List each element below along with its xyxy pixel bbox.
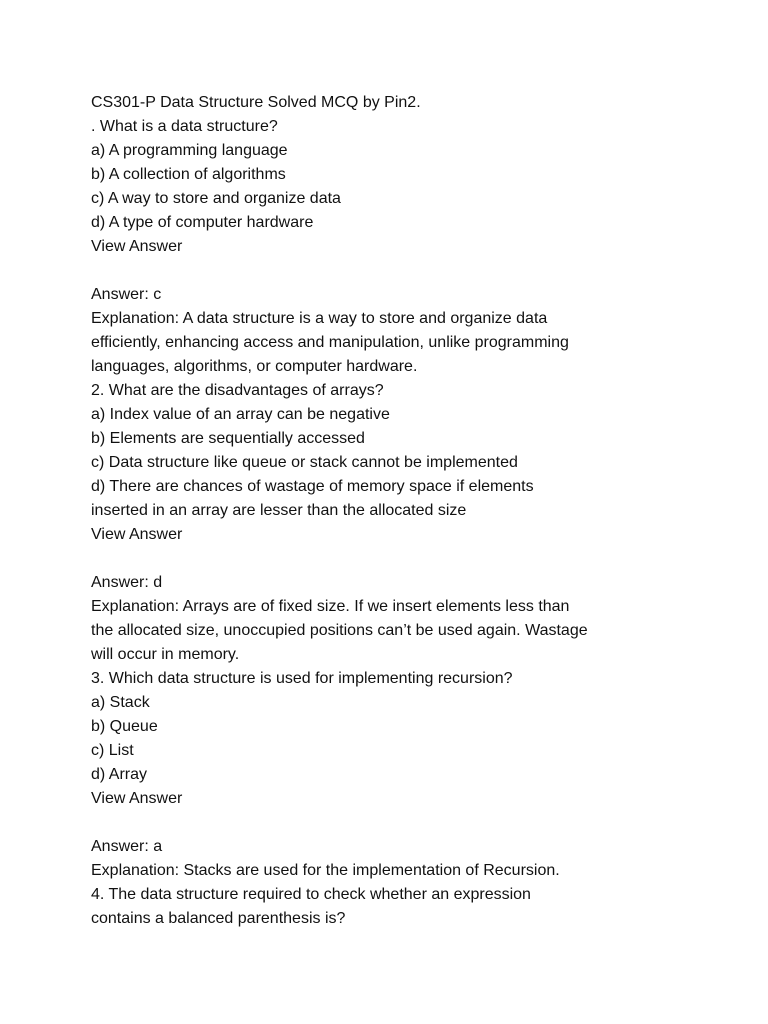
option-a: a) Index value of an array can be negative <box>91 406 390 423</box>
question-block <box>91 115 691 379</box>
spacer <box>91 547 691 571</box>
question-block <box>91 667 691 883</box>
question-text: 2. What are the disadvantages of arrays? <box>91 382 384 399</box>
option-d: d) A type of computer hardware <box>91 214 314 231</box>
document-title: CS301-P Data Structure Solved MCQ by Pin2. <box>91 94 421 111</box>
question-text: 4. The data structure required to check whether an expression <box>91 886 531 903</box>
option-a: a) Stack <box>91 694 150 711</box>
explanation-text: languages, algorithms, or computer hardware. <box>91 358 418 375</box>
option-b: b) A collection of algorithms <box>91 166 286 183</box>
spacer <box>91 259 691 283</box>
answer-text: Answer: a <box>91 838 163 855</box>
option-c: c) List <box>91 742 134 759</box>
option-a: a) A programming language <box>91 142 288 159</box>
question-text: 3. Which data structure is used for implementing recursion? <box>91 670 513 687</box>
explanation-text: Explanation: A data structure is a way to store and organize data <box>91 310 548 327</box>
explanation-text: Explanation: Stacks are used for the implementation of Recursion. <box>91 862 560 879</box>
view-answer-link[interactable]: View Answer <box>91 526 183 543</box>
question-block <box>91 883 691 931</box>
answer-text: Answer: c <box>91 286 162 303</box>
option-c: c) Data structure like queue or stack cannot be implemented <box>91 454 518 471</box>
option-d: d) There are chances of wastage of memory space if elements <box>91 478 534 495</box>
question-text: . What is a data structure? <box>91 118 278 135</box>
explanation-text: will occur in memory. <box>91 646 240 663</box>
view-answer-link[interactable]: View Answer <box>91 238 183 255</box>
option-b: b) Queue <box>91 718 158 735</box>
answer-text: Answer: d <box>91 574 163 591</box>
explanation-text: the allocated size, unoccupied positions can’t be used again. Wastage <box>91 622 588 639</box>
option-d-continued: inserted in an array are lesser than the allocated size <box>91 502 467 519</box>
view-answer-link[interactable]: View Answer <box>91 790 183 807</box>
question-block <box>91 379 691 667</box>
explanation-text: efficiently, enhancing access and manipulation, unlike programming <box>91 334 569 351</box>
option-c: c) A way to store and organize data <box>91 190 341 207</box>
option-b: b) Elements are sequentially accessed <box>91 430 365 447</box>
spacer <box>91 811 691 835</box>
document-page <box>91 91 691 931</box>
option-d: d) Array <box>91 766 148 783</box>
question-text-continued: contains a balanced parenthesis is? <box>91 910 346 927</box>
explanation-text: Explanation: Arrays are of fixed size. If we insert elements less than <box>91 598 570 615</box>
